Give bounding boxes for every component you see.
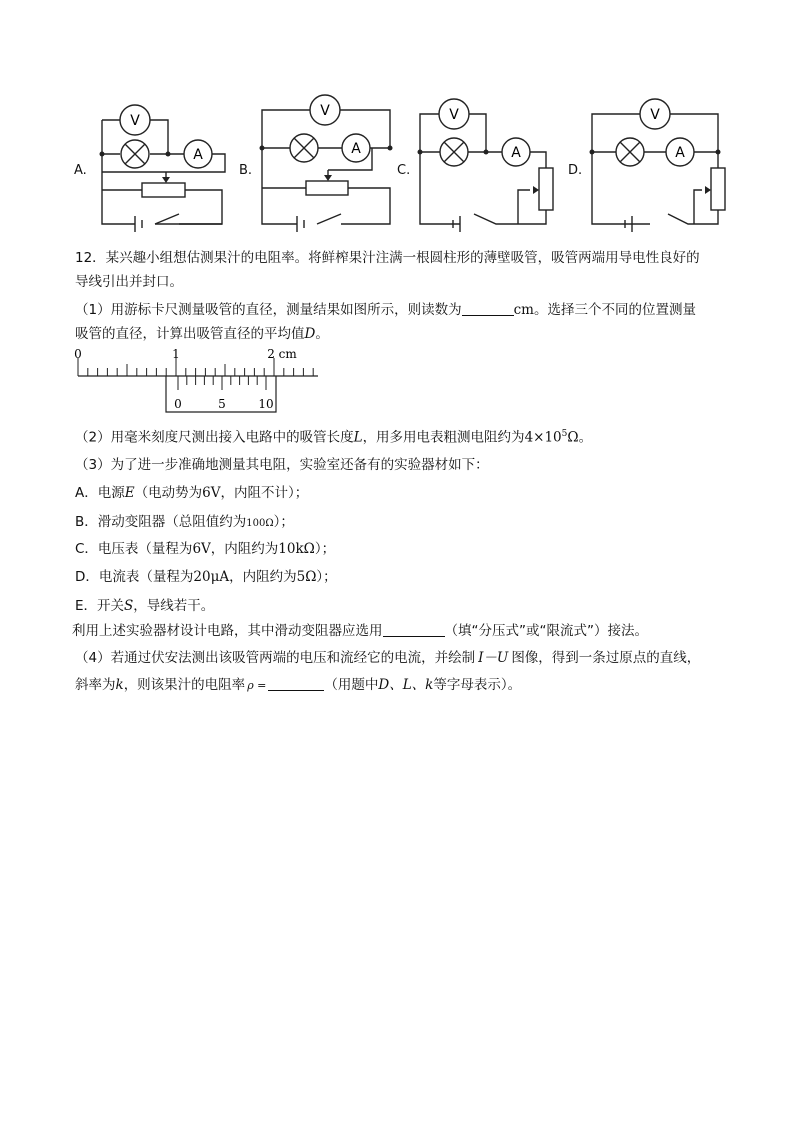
part-2-text: （2）用毫米刻度尺测出接入电路中的吸管长度 — [75, 429, 354, 446]
option-label-d: D. — [568, 163, 583, 178]
equipment-c-text-c: ）； — [314, 541, 336, 557]
ammeter-resistance: 5Ω — [296, 569, 317, 585]
ammeter-icon — [342, 134, 370, 162]
rheostat-value: 100Ω — [246, 518, 274, 529]
unit-ohm: Ω — [567, 429, 579, 446]
equipment-d — [75, 567, 337, 587]
equipment-c-text-b: ，内阻约为 — [210, 541, 279, 557]
var-l: L — [353, 429, 363, 446]
svg-text:A: A — [511, 145, 521, 161]
part-3-question-text-b: （填“分压式”或“限流式”）接法。 — [444, 623, 648, 639]
lamp-icon — [616, 138, 644, 166]
part-3-question — [72, 621, 648, 641]
svg-text:V: V — [320, 103, 330, 119]
vernier-label-0: 0 — [174, 397, 182, 411]
svg-text:A: A — [675, 145, 685, 161]
var-rho: ρ = — [247, 679, 267, 692]
punct: 。 — [578, 429, 593, 446]
part-1-line-1 — [75, 300, 696, 320]
part-1-text-c: 吸管的直径，计算出吸管直径的平均值 — [75, 326, 305, 342]
var-list: D、L、k — [378, 677, 434, 693]
question-stem-line-1: 12．某兴趣小组想估测果汁的电阻率。将鲜榨果汁注满一根圆柱形的薄壁吸管，吸管两端用导电性良好的 — [75, 250, 700, 266]
equipment-a-text: A．电源 — [75, 485, 125, 501]
voltmeter-icon — [439, 99, 469, 129]
svg-text:V: V — [130, 113, 140, 129]
voltmeter-icon — [310, 95, 340, 125]
equipment-e-text-b: ，导线若干。 — [133, 598, 215, 614]
equipment-c — [75, 539, 335, 559]
lamp-icon — [440, 138, 468, 166]
lamp-icon — [121, 140, 149, 168]
part-1-text-b: 。选择三个不同的位置测量 — [533, 302, 696, 318]
voltmeter-icon — [120, 105, 150, 135]
ammeter-icon — [502, 138, 530, 166]
var-s: S — [124, 598, 134, 614]
vernier-label-10: 10 — [258, 397, 274, 411]
part-4-text: （4）若通过伏安法测出该吸管两端的电压和流经它的电流，并绘制 — [75, 650, 476, 666]
vernier-label-5: 5 — [218, 397, 226, 411]
part-4-text-c: 斜率为 — [75, 677, 116, 693]
svg-text:A: A — [193, 147, 203, 163]
graph-label: I－U — [478, 650, 509, 666]
answer-blank-diameter[interactable] — [462, 301, 514, 316]
svg-text:V: V — [449, 107, 459, 123]
equipment-b-text: B．滑动变阻器（总阻值约为 — [75, 514, 247, 530]
svg-text:V: V — [650, 107, 660, 123]
emf-value: 6V — [202, 485, 221, 501]
part-2-line — [75, 424, 592, 448]
main-scale-label-0: 0 — [74, 347, 82, 361]
ammeter-icon — [184, 140, 212, 168]
ammeter-range: 20μA — [193, 569, 230, 585]
part-4-line-1 — [75, 648, 700, 668]
resistance-estimate: 4×10 — [524, 429, 562, 446]
punct: 。 — [315, 326, 329, 342]
var-d: D — [304, 326, 316, 342]
equipment-d-text-b: ，内阻约为 — [229, 569, 297, 585]
part-1-line-2 — [75, 324, 329, 344]
part-4-text-b: 图像，得到一条过原点的直线， — [511, 650, 701, 666]
equipment-b — [75, 512, 294, 534]
equipment-e-text: E．开关 — [75, 598, 125, 614]
part-1-text: （1）用游标卡尺测量吸管的直径，测量结果如图所示，则读数为 — [75, 302, 462, 318]
main-scale-label-1: 1 — [172, 347, 180, 361]
answer-blank-connection[interactable] — [383, 622, 445, 637]
part-4-text-e: （用题中 — [324, 677, 379, 693]
part-3-question-text: 利用上述实验器材设计电路，其中滑动变阻器应选用 — [72, 623, 383, 639]
equipment-d-text: D．电流表（量程为 — [75, 569, 194, 585]
part-4-line-2 — [75, 675, 521, 696]
resistance-exponent: 5 — [561, 429, 568, 439]
vernier-caliper-figure — [70, 346, 330, 416]
equipment-b-text-b: ）； — [273, 514, 294, 530]
unit-cm: cm — [513, 302, 534, 318]
equipment-e — [75, 596, 214, 616]
ammeter-icon — [666, 138, 694, 166]
part-4-text-f: 等字母表示）。 — [433, 677, 522, 693]
equipment-a-text-b: （电动势为 — [134, 485, 203, 501]
option-label-a: A. — [74, 163, 87, 178]
circuit-diagram-b — [262, 92, 397, 231]
option-label-c: C. — [397, 163, 411, 178]
part-4-text-d: ，则该果汁的电阻率 — [123, 677, 246, 693]
var-k: k — [115, 677, 124, 693]
lamp-icon — [290, 134, 318, 162]
circuit-diagram-c — [418, 92, 558, 231]
part-3-line: （3）为了进一步准确地测量其电阻，实验室还备有的实验器材如下： — [75, 457, 489, 473]
var-e: E — [124, 485, 135, 501]
voltmeter-resistance: 10kΩ — [278, 541, 315, 557]
part-2-text-b: ，用多用电表粗测电阻约为 — [362, 429, 525, 446]
equipment-a — [75, 483, 308, 503]
equipment-a-text-c: ，内阻不计）； — [220, 485, 309, 501]
svg-text:A: A — [351, 141, 361, 157]
main-scale-label-2: 2 cm — [267, 347, 297, 361]
equipment-c-text: C．电压表（量程为 — [75, 541, 193, 557]
circuit-diagram-a — [100, 92, 235, 231]
equipment-d-text-c: ）； — [316, 569, 337, 585]
answer-blank-resistivity[interactable] — [268, 676, 324, 691]
option-label-b: B. — [239, 163, 253, 178]
voltmeter-icon — [640, 99, 670, 129]
voltmeter-range: 6V — [192, 541, 211, 557]
circuit-diagram-d — [590, 92, 730, 231]
question-stem-line-2: 导线引出并封口。 — [75, 274, 183, 290]
